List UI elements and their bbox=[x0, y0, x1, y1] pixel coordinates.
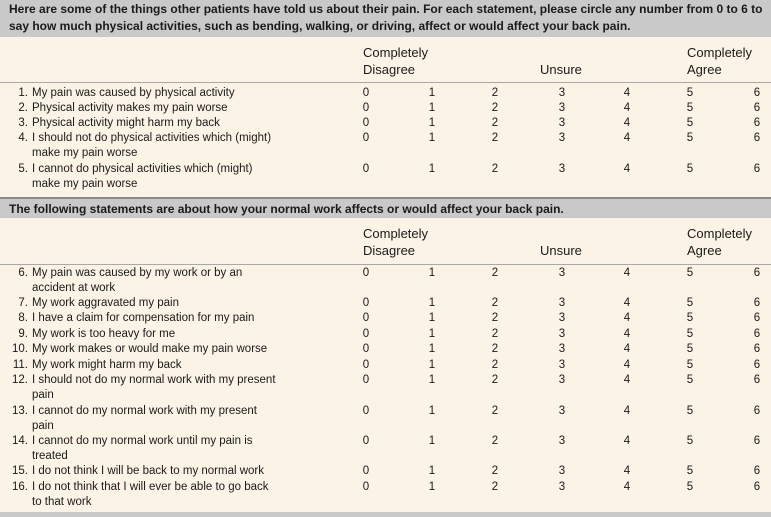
statement-row bbox=[0, 131, 771, 162]
statement-row bbox=[0, 116, 771, 131]
statement-row bbox=[0, 162, 771, 193]
rating-option-3[interactable]: 3 bbox=[558, 435, 566, 447]
instructions-physical-activity: Here are some of the things other patients have told us about their pain. For each statement, please circle any number from 0 to 6 to say how much physical activities, such as bending, walking, or driving, affect or would affect your back pain. bbox=[0, 0, 771, 37]
rating-option-4[interactable]: 4 bbox=[623, 87, 631, 99]
rating-option-5[interactable]: 5 bbox=[686, 359, 694, 371]
rating-option-0[interactable]: 0 bbox=[362, 343, 370, 355]
statement-row bbox=[0, 266, 771, 297]
statement-text bbox=[32, 327, 322, 342]
rating-option-1[interactable]: 1 bbox=[428, 359, 436, 371]
rating-option-1[interactable]: 1 bbox=[428, 405, 436, 417]
statement-line: I cannot do my normal work until my pain is bbox=[32, 435, 253, 447]
rating-option-3[interactable]: 3 bbox=[558, 117, 566, 129]
rating-option-0[interactable]: 0 bbox=[362, 102, 370, 114]
statement-number: 10. bbox=[12, 343, 28, 355]
rating-option-3[interactable]: 3 bbox=[558, 297, 566, 309]
statement-number: 13. bbox=[12, 405, 28, 417]
rating-option-1[interactable]: 1 bbox=[428, 297, 436, 309]
rating-option-4[interactable]: 4 bbox=[623, 102, 631, 114]
statement-line: My work might harm my back bbox=[32, 359, 182, 371]
rating-option-1[interactable]: 1 bbox=[428, 328, 436, 340]
rating-option-4[interactable]: 4 bbox=[623, 267, 631, 279]
statement-text bbox=[32, 464, 322, 479]
scale-left-top: Completely bbox=[363, 226, 429, 241]
rating-option-2[interactable]: 2 bbox=[491, 267, 499, 279]
rating-option-2[interactable]: 2 bbox=[491, 343, 499, 355]
statement-line: Physical activity makes my pain worse bbox=[32, 102, 228, 114]
statement-row bbox=[0, 86, 771, 101]
rating-option-2[interactable]: 2 bbox=[491, 297, 499, 309]
statement-line: My work aggravated my pain bbox=[32, 297, 180, 309]
rating-option-3[interactable]: 3 bbox=[558, 465, 566, 477]
statement-number: 14. bbox=[12, 435, 28, 447]
statement-text bbox=[32, 358, 322, 373]
statement-row bbox=[0, 373, 771, 404]
rating-option-3[interactable]: 3 bbox=[558, 343, 566, 355]
rating-option-1[interactable]: 1 bbox=[428, 465, 436, 477]
scale-left-top: Completely bbox=[363, 45, 429, 60]
rating-option-5[interactable]: 5 bbox=[686, 117, 694, 129]
statement-row bbox=[0, 480, 771, 511]
rating-option-2[interactable]: 2 bbox=[491, 312, 499, 324]
statement-line: make my pain worse bbox=[32, 178, 138, 191]
statement-line: pain bbox=[32, 420, 54, 433]
rating-option-3[interactable]: 3 bbox=[558, 87, 566, 99]
statement-number: 9. bbox=[18, 328, 28, 340]
rating-option-6[interactable]: 6 bbox=[753, 435, 761, 447]
rating-option-2[interactable]: 2 bbox=[491, 117, 499, 129]
statement-row bbox=[0, 101, 771, 116]
rating-option-2[interactable]: 2 bbox=[491, 163, 499, 175]
rating-option-2[interactable]: 2 bbox=[491, 374, 499, 386]
rating-option-4[interactable]: 4 bbox=[623, 132, 631, 144]
rating-option-3[interactable]: 3 bbox=[558, 102, 566, 114]
rating-option-1[interactable]: 1 bbox=[428, 117, 436, 129]
rating-option-3[interactable]: 3 bbox=[558, 163, 566, 175]
rating-option-5[interactable]: 5 bbox=[686, 312, 694, 324]
statement-text bbox=[32, 266, 322, 297]
statement-number: 11. bbox=[12, 359, 28, 371]
statement-row bbox=[0, 434, 771, 465]
statement-line: treated bbox=[32, 450, 68, 463]
statement-number: 12. bbox=[12, 374, 28, 386]
scale-header-1 bbox=[0, 41, 771, 83]
statement-number: 2. bbox=[18, 102, 28, 114]
rating-option-3[interactable]: 3 bbox=[558, 481, 566, 493]
rating-option-6[interactable]: 6 bbox=[753, 267, 761, 279]
statement-text bbox=[32, 131, 322, 162]
rating-option-0[interactable]: 0 bbox=[362, 297, 370, 309]
rating-option-1[interactable]: 1 bbox=[428, 481, 436, 493]
rating-option-0[interactable]: 0 bbox=[362, 163, 370, 175]
statement-text bbox=[32, 162, 322, 193]
rating-option-4[interactable]: 4 bbox=[623, 374, 631, 386]
rating-option-2[interactable]: 2 bbox=[491, 405, 499, 417]
rating-option-6[interactable]: 6 bbox=[753, 132, 761, 144]
rating-option-5[interactable]: 5 bbox=[686, 465, 694, 477]
rating-option-4[interactable]: 4 bbox=[623, 117, 631, 129]
rating-option-2[interactable]: 2 bbox=[491, 465, 499, 477]
statement-line: My work is too heavy for me bbox=[32, 328, 176, 340]
statement-text bbox=[32, 373, 322, 404]
rating-option-2[interactable]: 2 bbox=[491, 328, 499, 340]
statement-line: to that work bbox=[32, 496, 92, 509]
rating-option-6[interactable]: 6 bbox=[753, 102, 761, 114]
statement-line: I cannot do physical activities which (might) bbox=[32, 163, 253, 175]
statement-line: make my pain worse bbox=[32, 147, 138, 160]
rating-option-6[interactable]: 6 bbox=[753, 465, 761, 477]
statement-line: I do not think I will be back to my normal work bbox=[32, 465, 265, 477]
scale-header-2 bbox=[0, 222, 771, 265]
rating-option-5[interactable]: 5 bbox=[686, 297, 694, 309]
statement-row bbox=[0, 342, 771, 357]
rating-option-0[interactable]: 0 bbox=[362, 328, 370, 340]
statement-row bbox=[0, 296, 771, 311]
rating-option-6[interactable]: 6 bbox=[753, 481, 761, 493]
rating-option-2[interactable]: 2 bbox=[491, 481, 499, 493]
rating-option-6[interactable]: 6 bbox=[753, 405, 761, 417]
rating-option-6[interactable]: 6 bbox=[753, 297, 761, 309]
rating-option-4[interactable]: 4 bbox=[623, 163, 631, 175]
rating-option-4[interactable]: 4 bbox=[623, 405, 631, 417]
rating-option-4[interactable]: 4 bbox=[623, 312, 631, 324]
rating-option-4[interactable]: 4 bbox=[623, 465, 631, 477]
rating-option-0[interactable]: 0 bbox=[362, 481, 370, 493]
statement-number: 16. bbox=[12, 481, 28, 493]
rating-option-0[interactable]: 0 bbox=[362, 87, 370, 99]
statement-number: 8. bbox=[18, 312, 28, 324]
rating-option-0[interactable]: 0 bbox=[362, 405, 370, 417]
rating-option-2[interactable]: 2 bbox=[491, 102, 499, 114]
statement-number: 7. bbox=[18, 297, 28, 309]
statement-line: Physical activity might harm my back bbox=[32, 117, 220, 129]
statement-line: I have a claim for compensation for my pain bbox=[32, 312, 255, 324]
statement-text bbox=[32, 101, 322, 116]
statement-row bbox=[0, 464, 771, 479]
rating-option-5[interactable]: 5 bbox=[686, 267, 694, 279]
statement-number: 5. bbox=[18, 163, 28, 175]
rating-option-4[interactable]: 4 bbox=[623, 328, 631, 340]
rating-option-6[interactable]: 6 bbox=[753, 163, 761, 175]
rating-option-0[interactable]: 0 bbox=[362, 435, 370, 447]
statement-number: 15. bbox=[12, 465, 28, 477]
rating-option-6[interactable]: 6 bbox=[753, 87, 761, 99]
rating-option-5[interactable]: 5 bbox=[686, 435, 694, 447]
rating-option-0[interactable]: 0 bbox=[362, 117, 370, 129]
statement-text bbox=[32, 296, 322, 311]
statement-row bbox=[0, 311, 771, 326]
scale-left-bottom: Disagree bbox=[363, 243, 416, 258]
rating-option-1[interactable]: 1 bbox=[428, 102, 436, 114]
rating-option-5[interactable]: 5 bbox=[686, 481, 694, 493]
rating-option-2[interactable]: 2 bbox=[491, 132, 499, 144]
rating-option-0[interactable]: 0 bbox=[362, 374, 370, 386]
scale-right-bottom: Agree bbox=[687, 243, 722, 258]
rating-option-4[interactable]: 4 bbox=[623, 435, 631, 447]
statement-line: My pain was caused by my work or by an bbox=[32, 267, 243, 279]
statement-row bbox=[0, 327, 771, 342]
scale-middle: Unsure bbox=[540, 62, 582, 77]
rating-option-6[interactable]: 6 bbox=[753, 328, 761, 340]
rating-option-5[interactable]: 5 bbox=[686, 102, 694, 114]
rating-option-0[interactable]: 0 bbox=[362, 465, 370, 477]
statement-line: I cannot do my normal work with my present bbox=[32, 405, 257, 417]
rating-option-6[interactable]: 6 bbox=[753, 359, 761, 371]
rating-option-5[interactable]: 5 bbox=[686, 405, 694, 417]
rating-option-6[interactable]: 6 bbox=[753, 117, 761, 129]
rating-option-1[interactable]: 1 bbox=[428, 163, 436, 175]
scale-right-top: Completely bbox=[687, 45, 753, 60]
statement-text bbox=[32, 434, 322, 465]
statement-text bbox=[32, 404, 322, 435]
statement-line: accident at work bbox=[32, 282, 116, 295]
rating-option-0[interactable]: 0 bbox=[362, 132, 370, 144]
rating-option-2[interactable]: 2 bbox=[491, 87, 499, 99]
scale-left-bottom: Disagree bbox=[363, 62, 416, 77]
rating-option-0[interactable]: 0 bbox=[362, 267, 370, 279]
rating-option-5[interactable]: 5 bbox=[686, 328, 694, 340]
rating-option-4[interactable]: 4 bbox=[623, 343, 631, 355]
statement-number: 4. bbox=[18, 132, 28, 144]
statement-line: I should not do my normal work with my present bbox=[32, 374, 276, 386]
rating-option-6[interactable]: 6 bbox=[753, 312, 761, 324]
statement-line: pain bbox=[32, 389, 54, 402]
statement-row bbox=[0, 404, 771, 435]
statement-number: 1. bbox=[18, 87, 28, 99]
rating-option-4[interactable]: 4 bbox=[623, 297, 631, 309]
rating-option-5[interactable]: 5 bbox=[686, 87, 694, 99]
statement-text bbox=[32, 480, 322, 511]
statement-text bbox=[32, 311, 322, 326]
statement-line: I should not do physical activities which (might) bbox=[32, 132, 272, 144]
rating-option-4[interactable]: 4 bbox=[623, 359, 631, 371]
scale-right-bottom: Agree bbox=[687, 62, 722, 77]
rating-option-5[interactable]: 5 bbox=[686, 132, 694, 144]
rating-option-1[interactable]: 1 bbox=[428, 87, 436, 99]
bottom-rule bbox=[0, 512, 771, 517]
statement-text bbox=[32, 116, 322, 131]
rating-option-0[interactable]: 0 bbox=[362, 359, 370, 371]
rating-option-3[interactable]: 3 bbox=[558, 132, 566, 144]
rating-option-3[interactable]: 3 bbox=[558, 328, 566, 340]
rating-option-2[interactable]: 2 bbox=[491, 359, 499, 371]
rating-option-2[interactable]: 2 bbox=[491, 435, 499, 447]
statement-line: My pain was caused by physical activity bbox=[32, 87, 235, 99]
rating-option-6[interactable]: 6 bbox=[753, 343, 761, 355]
statement-line: I do not think that I will ever be able to go back bbox=[32, 481, 269, 493]
statement-line: My work makes or would make my pain worse bbox=[32, 343, 268, 355]
rating-option-1[interactable]: 1 bbox=[428, 374, 436, 386]
rating-option-3[interactable]: 3 bbox=[558, 312, 566, 324]
rating-option-3[interactable]: 3 bbox=[558, 374, 566, 386]
statement-number: 3. bbox=[18, 117, 28, 129]
rating-option-0[interactable]: 0 bbox=[362, 312, 370, 324]
rating-option-4[interactable]: 4 bbox=[623, 481, 631, 493]
rating-option-1[interactable]: 1 bbox=[428, 267, 436, 279]
rating-option-5[interactable]: 5 bbox=[686, 343, 694, 355]
scale-middle: Unsure bbox=[540, 243, 582, 258]
rating-option-1[interactable]: 1 bbox=[428, 435, 436, 447]
rating-option-3[interactable]: 3 bbox=[558, 405, 566, 417]
rating-option-3[interactable]: 3 bbox=[558, 267, 566, 279]
rating-option-1[interactable]: 1 bbox=[428, 312, 436, 324]
scale-right-top: Completely bbox=[687, 226, 753, 241]
statement-number: 6. bbox=[18, 267, 28, 279]
instructions-work: The following statements are about how your normal work affects or would affect your back pain. bbox=[0, 197, 771, 218]
rating-option-1[interactable]: 1 bbox=[428, 343, 436, 355]
statement-text bbox=[32, 86, 322, 101]
rating-option-3[interactable]: 3 bbox=[558, 359, 566, 371]
rating-option-1[interactable]: 1 bbox=[428, 132, 436, 144]
rating-option-6[interactable]: 6 bbox=[753, 374, 761, 386]
statement-row bbox=[0, 358, 771, 373]
statement-text bbox=[32, 342, 322, 357]
rating-option-5[interactable]: 5 bbox=[686, 374, 694, 386]
rating-option-5[interactable]: 5 bbox=[686, 163, 694, 175]
